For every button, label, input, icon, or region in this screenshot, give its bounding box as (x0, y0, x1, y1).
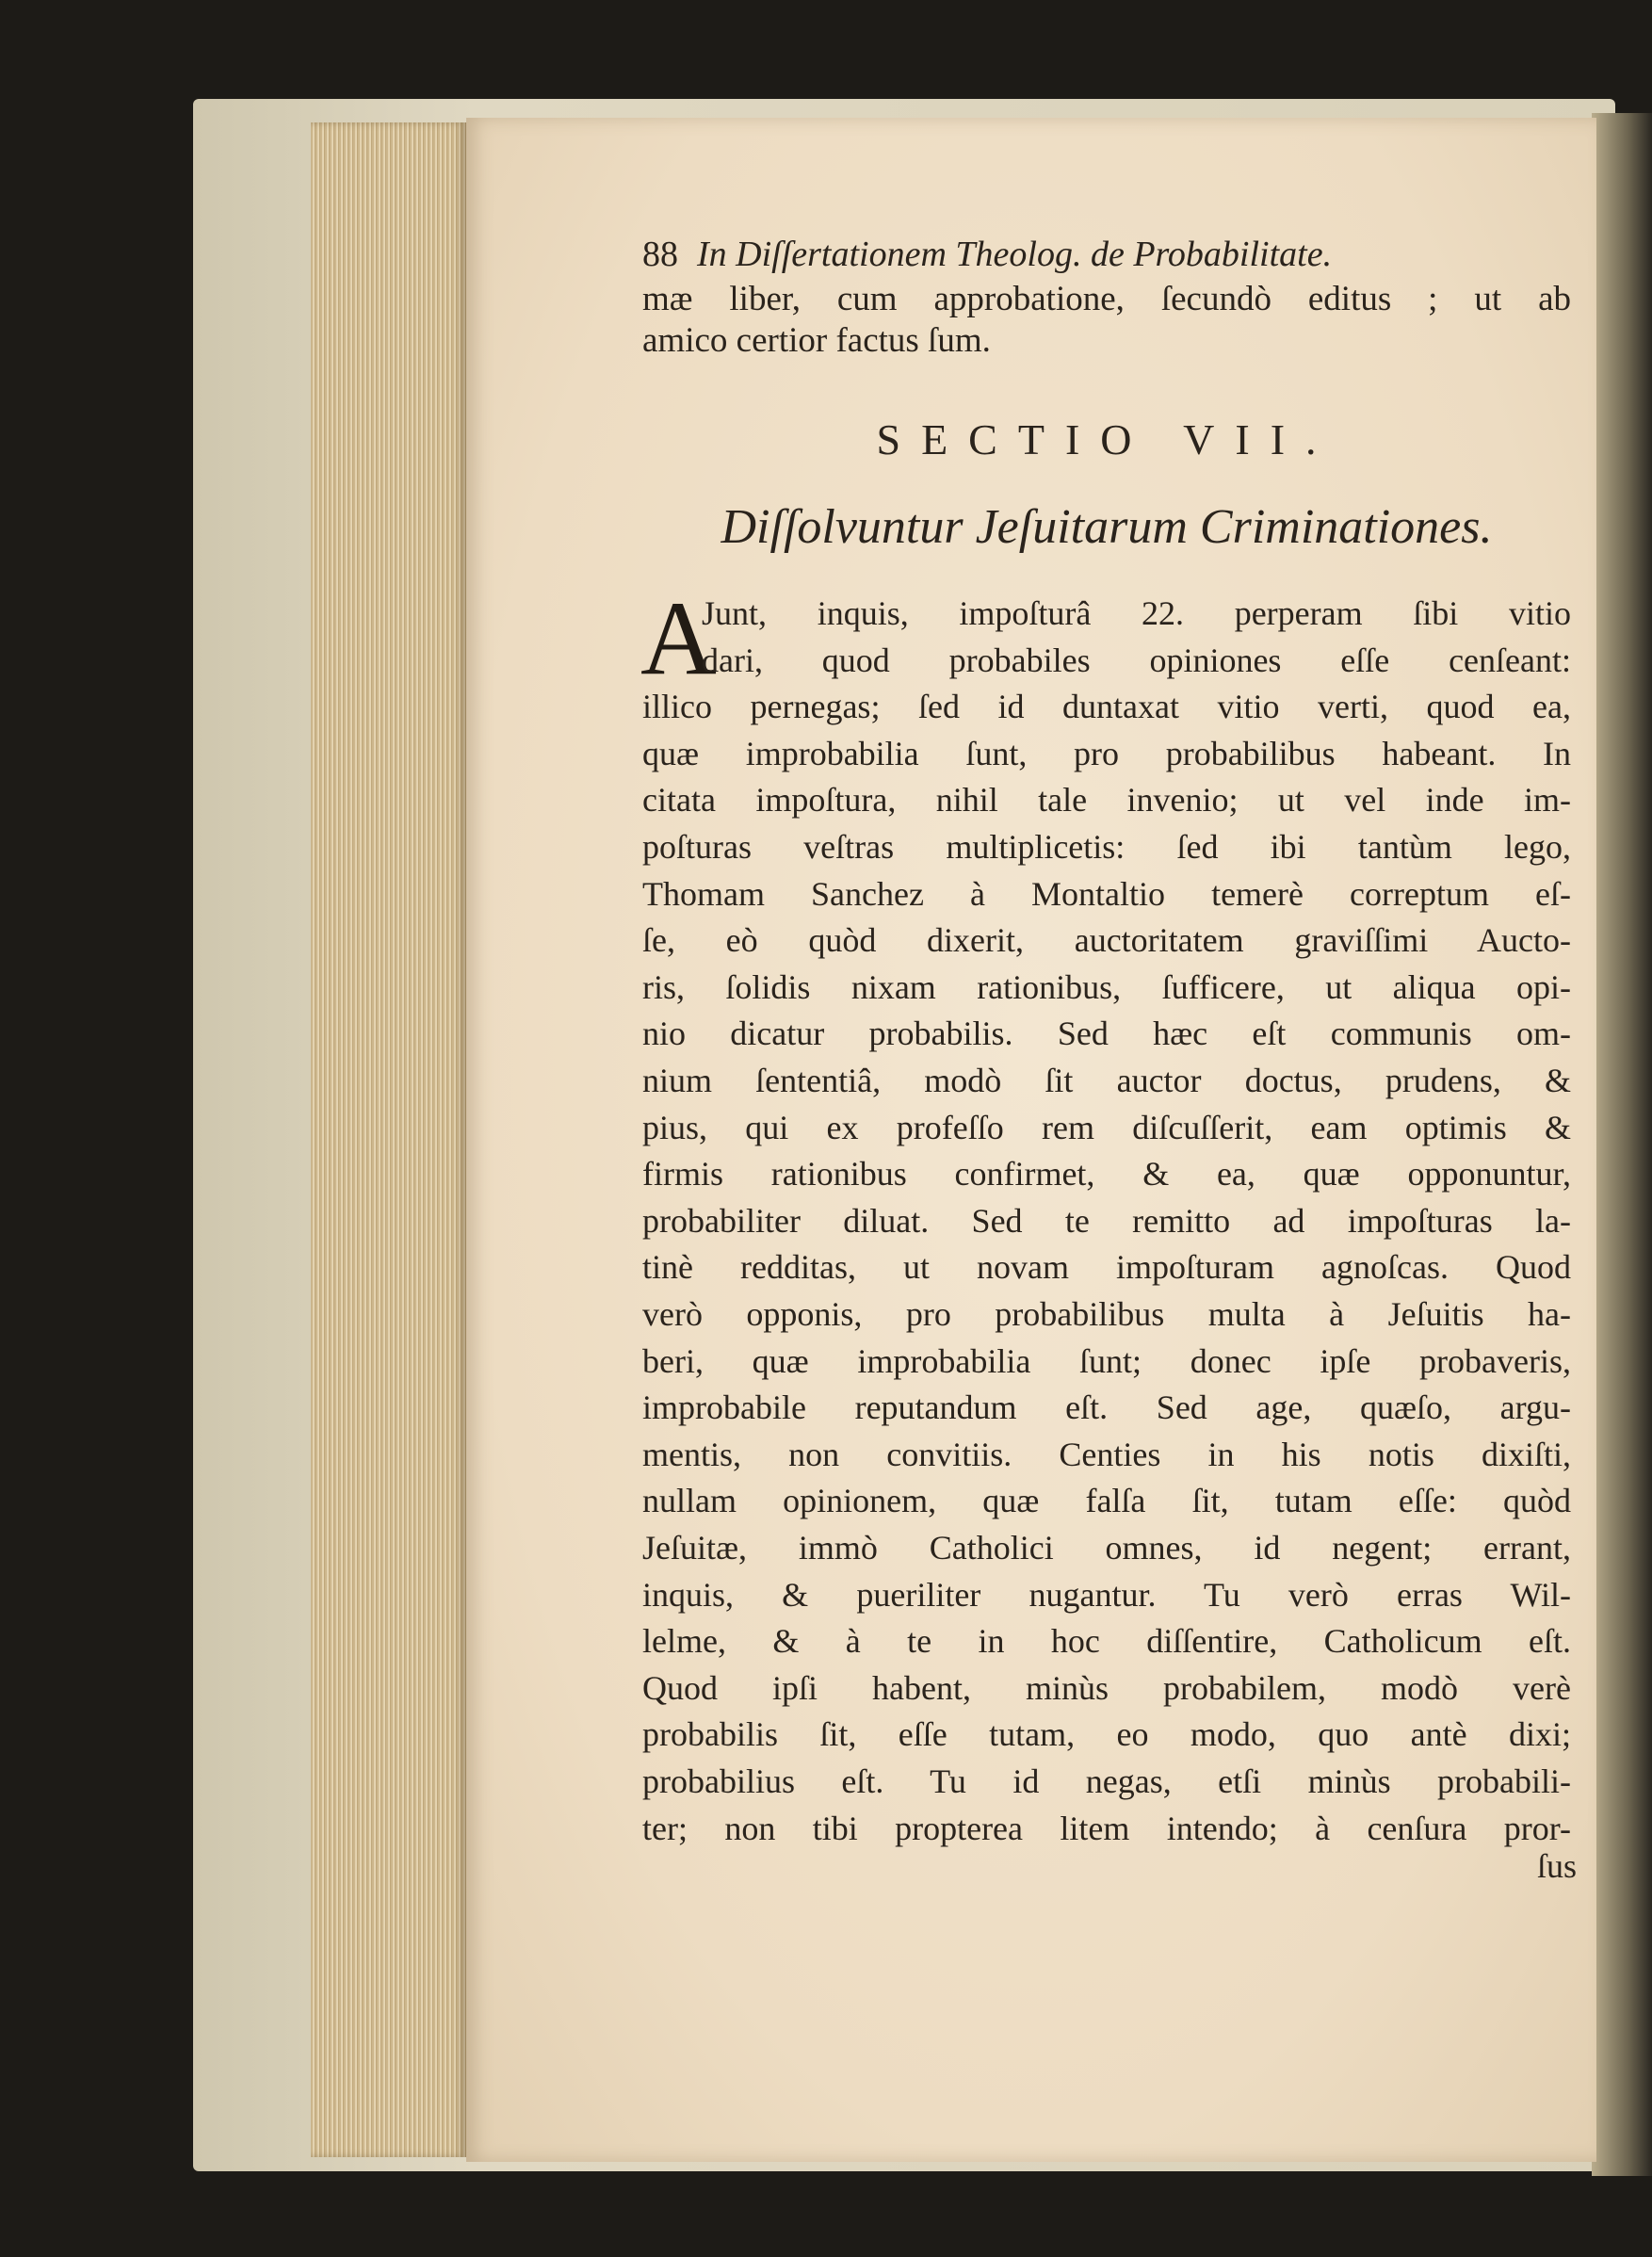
body-line: ris, ſolidis nixam rationibus, ſufficere, ut aliqua opi- (642, 967, 1571, 1006)
body-line: probabilius eſt. Tu id negas, etſi minùs probabili- (642, 1762, 1571, 1800)
body-line: Quod ipſi habent, minùs probabilem, modò verè (642, 1668, 1571, 1707)
body-line: verò opponis, pro probabilibus multa à Jeſuitis ha- (642, 1295, 1571, 1333)
facing-cover-edge (1592, 113, 1652, 2176)
body-line: lelme, & à te in hoc diſſentire, Catholicum eſt. (642, 1622, 1571, 1661)
body-line: nullam opinionem, quæ falſa ſit, tutam eſſe: quòd (642, 1482, 1571, 1520)
page-number: 88 (642, 235, 678, 274)
body-line: firmis rationibus confirmet, & ea, quæ opponuntur, (642, 1155, 1571, 1193)
body-line: probabilis ſit, eſſe tutam, eo modo, quo antè dixi; (642, 1715, 1571, 1754)
body-line: nio dicatur probabilis. Sed hæc eſt communis om- (642, 1015, 1571, 1053)
body-line: quæ improbabilia ſunt, pro probabilibus habeant. In (642, 734, 1571, 772)
body-line: mentis, non convitiis. Centies in his notis dixiſti, (642, 1435, 1571, 1473)
body-line: tinè redditas, ut novam impoſturam agnoſcas. Quod (642, 1248, 1571, 1287)
body-line: nium ſententiâ, modò ſit auctor doctus, prudens, & (642, 1062, 1571, 1099)
body-line: ſe, eò quòd dixerit, auctoritatem graviſſimi Aucto- (642, 921, 1571, 960)
body-line: citata impoſtura, nihil tale invenio; ut vel inde im- (642, 781, 1571, 820)
body-line: improbabile reputandum eſt. Sed age, quæſo, argu- (642, 1388, 1571, 1427)
body-line: beri, quæ improbabilia ſunt; donec ipſe probaveris, (642, 1341, 1571, 1380)
body-line: pius, qui ex profeſſo rem diſcuſſerit, eam optimis & (642, 1108, 1571, 1146)
continuation-line: amico certior factus ſum. (642, 321, 991, 360)
body-line: dari, quod probabiles opiniones eſſe cenſeant: (702, 641, 1571, 679)
section-subtitle: Diſſolvuntur Jeſuitarum Criminationes. (721, 500, 1493, 554)
body-line: probabiliter diluat. Sed te remitto ad impoſturas la- (642, 1201, 1571, 1240)
body-line: Jeſuitæ, immò Catholici omnes, id negent; errant, (642, 1529, 1571, 1567)
running-title: In Diſſertationem Theolog. de Probabilitate. (697, 235, 1333, 274)
body-line: Junt, inquis, impoſturâ 22. perperam ſibi vitio (702, 594, 1571, 632)
body-line: Thomam Sanchez à Montaltio temerè correptum eſ- (642, 874, 1571, 913)
catchword: ſus (1537, 1847, 1578, 1885)
continuation-line: mæ liber, cum approbatione, ſecundò editus ; ut ab (642, 280, 1571, 318)
section-heading: SECTIO VII. (876, 415, 1337, 463)
body-line: ter; non tibi propterea litem intendo; à cenſura pror- (642, 1809, 1571, 1847)
body-line: poſturas veſtras multiplicetis: ſed ibi tantùm lego, (642, 828, 1571, 866)
drop-cap: A (640, 580, 717, 697)
body-line: illico pernegas; ſed id duntaxat vitio verti, quod ea, (642, 688, 1571, 726)
page-block-edges (311, 122, 466, 2157)
body-line: inquis, & pueriliter nugantur. Tu verò erras Wil- (642, 1575, 1571, 1614)
